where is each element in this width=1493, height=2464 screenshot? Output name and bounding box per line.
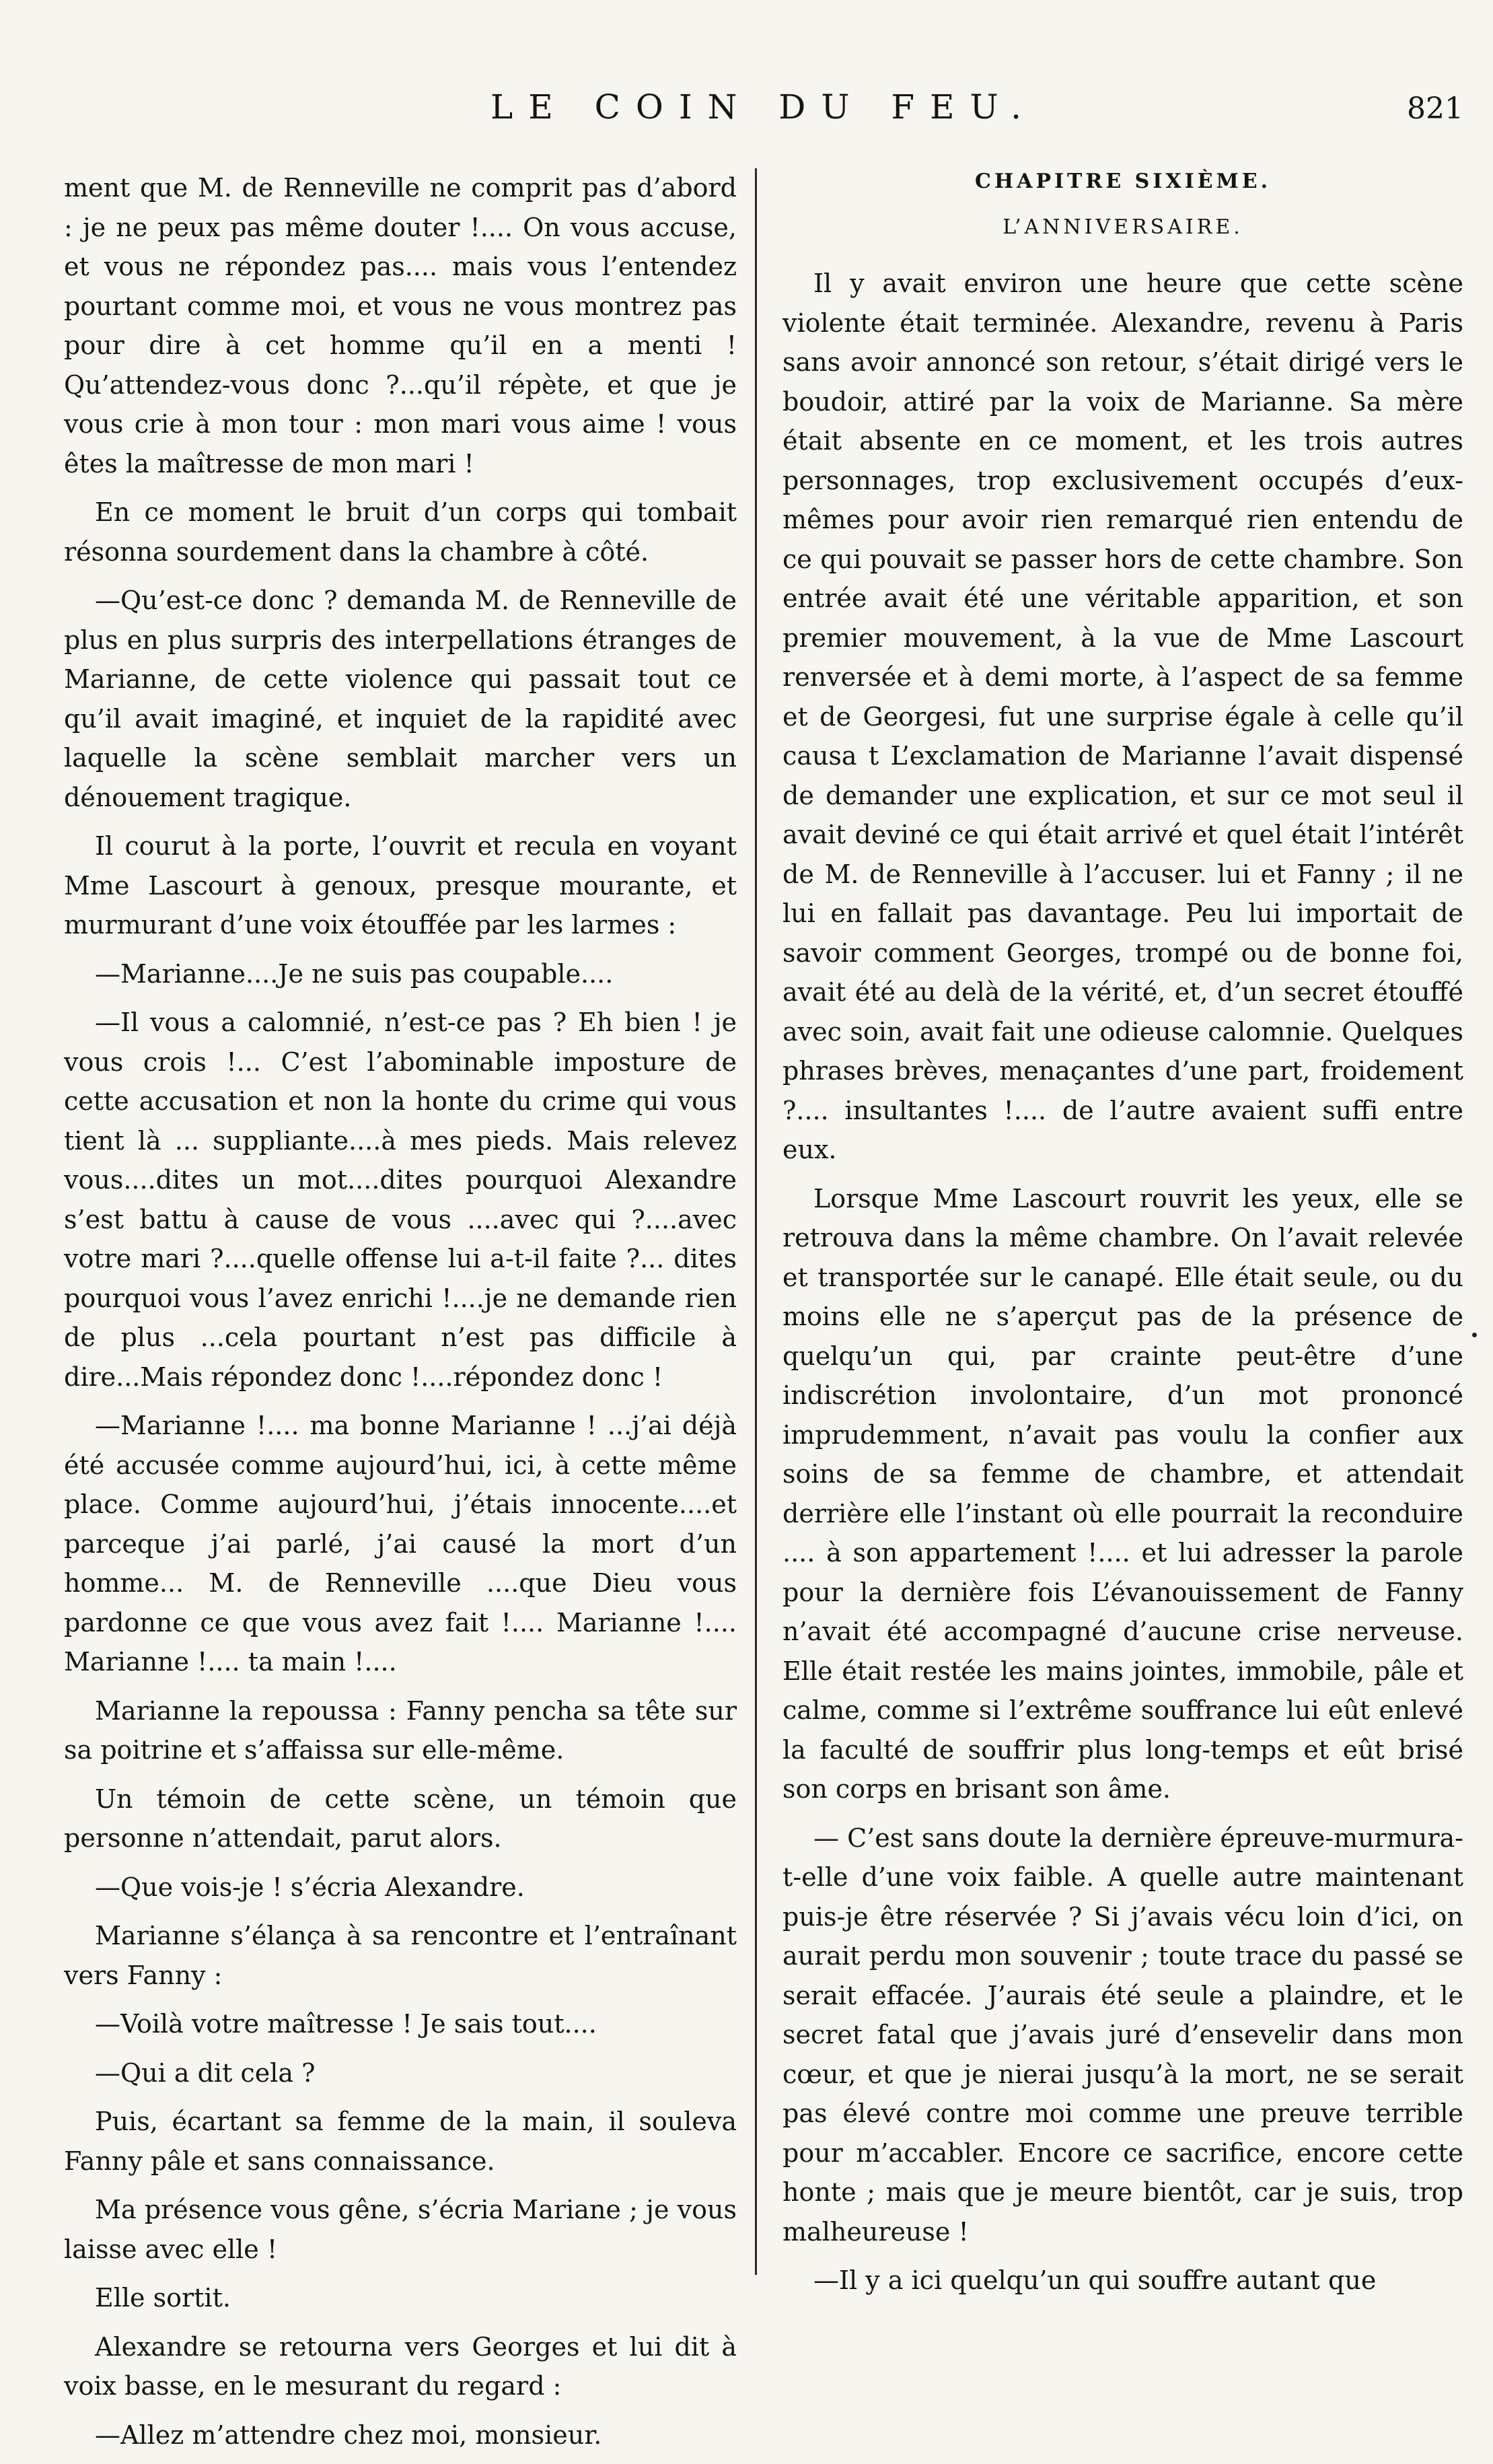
running-title: LE COIN DU FEU. [490, 87, 1037, 127]
paragraph: Il courut à la porte, l’ouvrit et recula en voyant Mme Lascourt à genoux, presque mourante, et murmurant d’une voix étouffée par les larmes : [64, 831, 737, 940]
page-number: 821 [1407, 92, 1463, 126]
paragraph: Puis, écartant sa femme de la main, il souleva Fanny pâle et sans connaissance. [64, 2107, 737, 2176]
column-divider [755, 168, 757, 2275]
paragraph: —Qui a dit cela ? [95, 2057, 316, 2088]
paragraph: Marianne s’élança à sa rencontre et l’entraînant vers Fanny : [64, 1921, 737, 1990]
paragraph: —Marianne !.... ma bonne Marianne ! ...j’ai déjà été accusée comme aujourd’hui, ici, à cette même place. Comme aujourd’hui, j’étais innocente....et parceque j’ai parlé, j’ai causé la mort d’un homme... M. de Renneville ....que Dieu vous pardonne ce que vous avez fait !.... Marianne !.... Marianne !.... ta main !.... [64, 1411, 737, 1677]
chapter-heading: CHAPITRE SIXIÈME. [974, 170, 1272, 193]
paragraph: —Il vous a calomnié, n’est-ce pas ? Eh bien ! je vous crois !... C’est l’abominable imposture de cette accusation et non la honte du crime qui vous tient là ... suppliante....à mes pieds. Mais relevez vous....dites un mot....dites pourquoi Alexandre s’est battu à cause de vous ....avec qui ?....avec votre mari ?....quelle offense lui a-t-il faite ?... dites pourquoi vous l’avez enrichi !....je ne demande rien de plus ...cela pourtant n’est pas difficile à dire...Mais répondez donc !....répondez donc ! [64, 1008, 737, 1392]
page-header [64, 87, 1463, 148]
paragraph: Marianne la repoussa : Fanny pencha sa tête sur sa poitrine et s’affaissa sur elle-même. [64, 1695, 737, 1765]
paragraph: En ce moment le bruit d’un corps qui tombait résonna sourdement dans la chambre à côté. [64, 497, 737, 567]
paragraph: — C’est sans doute la dernière épreuve-murmura-t-elle d’une voix faible. A quelle autre maintenant puis-je être réservée ? Si j’avais vécu loin d’ici, on aurait perdu mon souvenir ; toute trace du passé se serait effacée. J’aurais été seule a plaindre, et le secret fatal que j’avais juré d’ensevelir dans mon cœur, et que je nierai jusqu’à la mort, ne se serait pas élevé contre moi comme une preuve terrible pour m’accabler. Encore ce sacrifice, encore cette honte ; mais que je meure bientôt, car je suis, trop malheureuse ! [782, 1823, 1463, 2247]
left-column [64, 168, 737, 2464]
paragraph: Un témoin de cette scène, un témoin que personne n’attendait, parut alors. [64, 1784, 737, 1853]
paragraph: —Marianne....Je ne suis pas coupable.... [95, 958, 614, 989]
right-column [782, 168, 1463, 2310]
paragraph: Elle sortit. [95, 2283, 231, 2313]
paragraph: —Que vois-je ! s’écria Alexandre. [95, 1872, 525, 1902]
paragraph: ment que M. de Renneville ne comprit pas d’abord : je ne peux pas même douter !.... On vous accuse, et vous ne répondez pas.... mais vous l’entendez pourtant comme moi, et vous ne vous montrez pas pour dire à cet homme qu’il en a menti ! Qu’attendez-vous donc ?...qu’il répète, et que je vous crie à mon tour : mon mari vous aime ! vous êtes la maîtresse de mon mari ! [64, 173, 737, 479]
print-speck [1472, 1333, 1477, 1337]
paragraph: Il y avait environ une heure que cette scène violente était terminée. Alexandre, revenu à Paris sans avoir annoncé son retour, s’était dirigé vers le boudoir, attiré par la voix de Marianne. Sa mère était absente en ce moment, et les trois autres personnages, trop exclusivement occupés d’eux-mêmes pour avoir rien remarqué rien entendu de ce qui pouvait se passer hors de cette chambre. Son entrée avait été une véritable apparition, et son premier mouvement, à la vue de Mme Lascourt renversée et à demi morte, à l’aspect de sa femme et de Georgesi, fut une surprise égale à celle qu’il causa t L’exclamation de Marianne l’avait dispensé de demander une explication, et sur ce mot seul il avait deviné ce qui était arrivé et quel était l’intérêt de M. de Renneville à l’accuser. lui et Fanny ; il ne lui en fallait pas davantage. Peu lui importait de savoir comment Georges, trompé ou de bonne foi, avait été au delà de la vérité, et, d’un secret étouffé avec soin, avait fait une odieuse calomnie. Quelques phrases brèves, menaçantes d’une part, froidement ?.... insultantes !.... de l’autre avaient suffi entre eux. [782, 269, 1463, 1164]
paragraph: Lorsque Mme Lascourt rouvrit les yeux, elle se retrouva dans la même chambre. On l’avait relevée et transportée sur le canapé. Elle était seule, ou du moins elle ne s’aperçut pas de la présence de quelqu’un qui, par crainte peut-être d’une indiscrétion involontaire, d’un mot prononcé imprudemment, n’avait pas voulu la confier aux soins de sa femme de chambre, et attendait derrière elle l’instant où elle pourrait la reconduire .... à son appartement !.... et lui adresser la parole pour la dernière fois L’évanouissement de Fanny n’avait été accompagné d’aucune crise nerveuse. Elle était restée les mains jointes, immobile, pâle et calme, comme si l’extrême souffrance lui eût enlevé la faculté de souffrir plus long-temps et eût brisé son corps en brisant son âme. [782, 1183, 1463, 1804]
paragraph: —Il y a ici quelqu’un qui souffre autant que [813, 2265, 1377, 2295]
paragraph: —Qu’est-ce donc ? demanda M. de Renneville de plus en plus surpris des interpellations étranges de Marianne, de cette violence qui passait tout ce qu’il avait imaginé, et inquiet de la rapidité avec laquelle la scène semblait marcher vers un dénouement tragique. [64, 586, 737, 812]
paragraph: Alexandre se retourna vers Georges et lui dit à voix basse, en le mesurant du regard : [64, 2331, 737, 2401]
paragraph: Ma présence vous gêne, s’écria Mariane ; je vous laisse avec elle ! [64, 2195, 737, 2264]
chapter-subtitle: L’ANNIVERSAIRE. [1003, 215, 1243, 239]
paragraph: —Voilà votre maîtresse ! Je sais tout.... [95, 2009, 597, 2039]
paragraph: —Allez m’attendre chez moi, monsieur. [95, 2420, 602, 2450]
